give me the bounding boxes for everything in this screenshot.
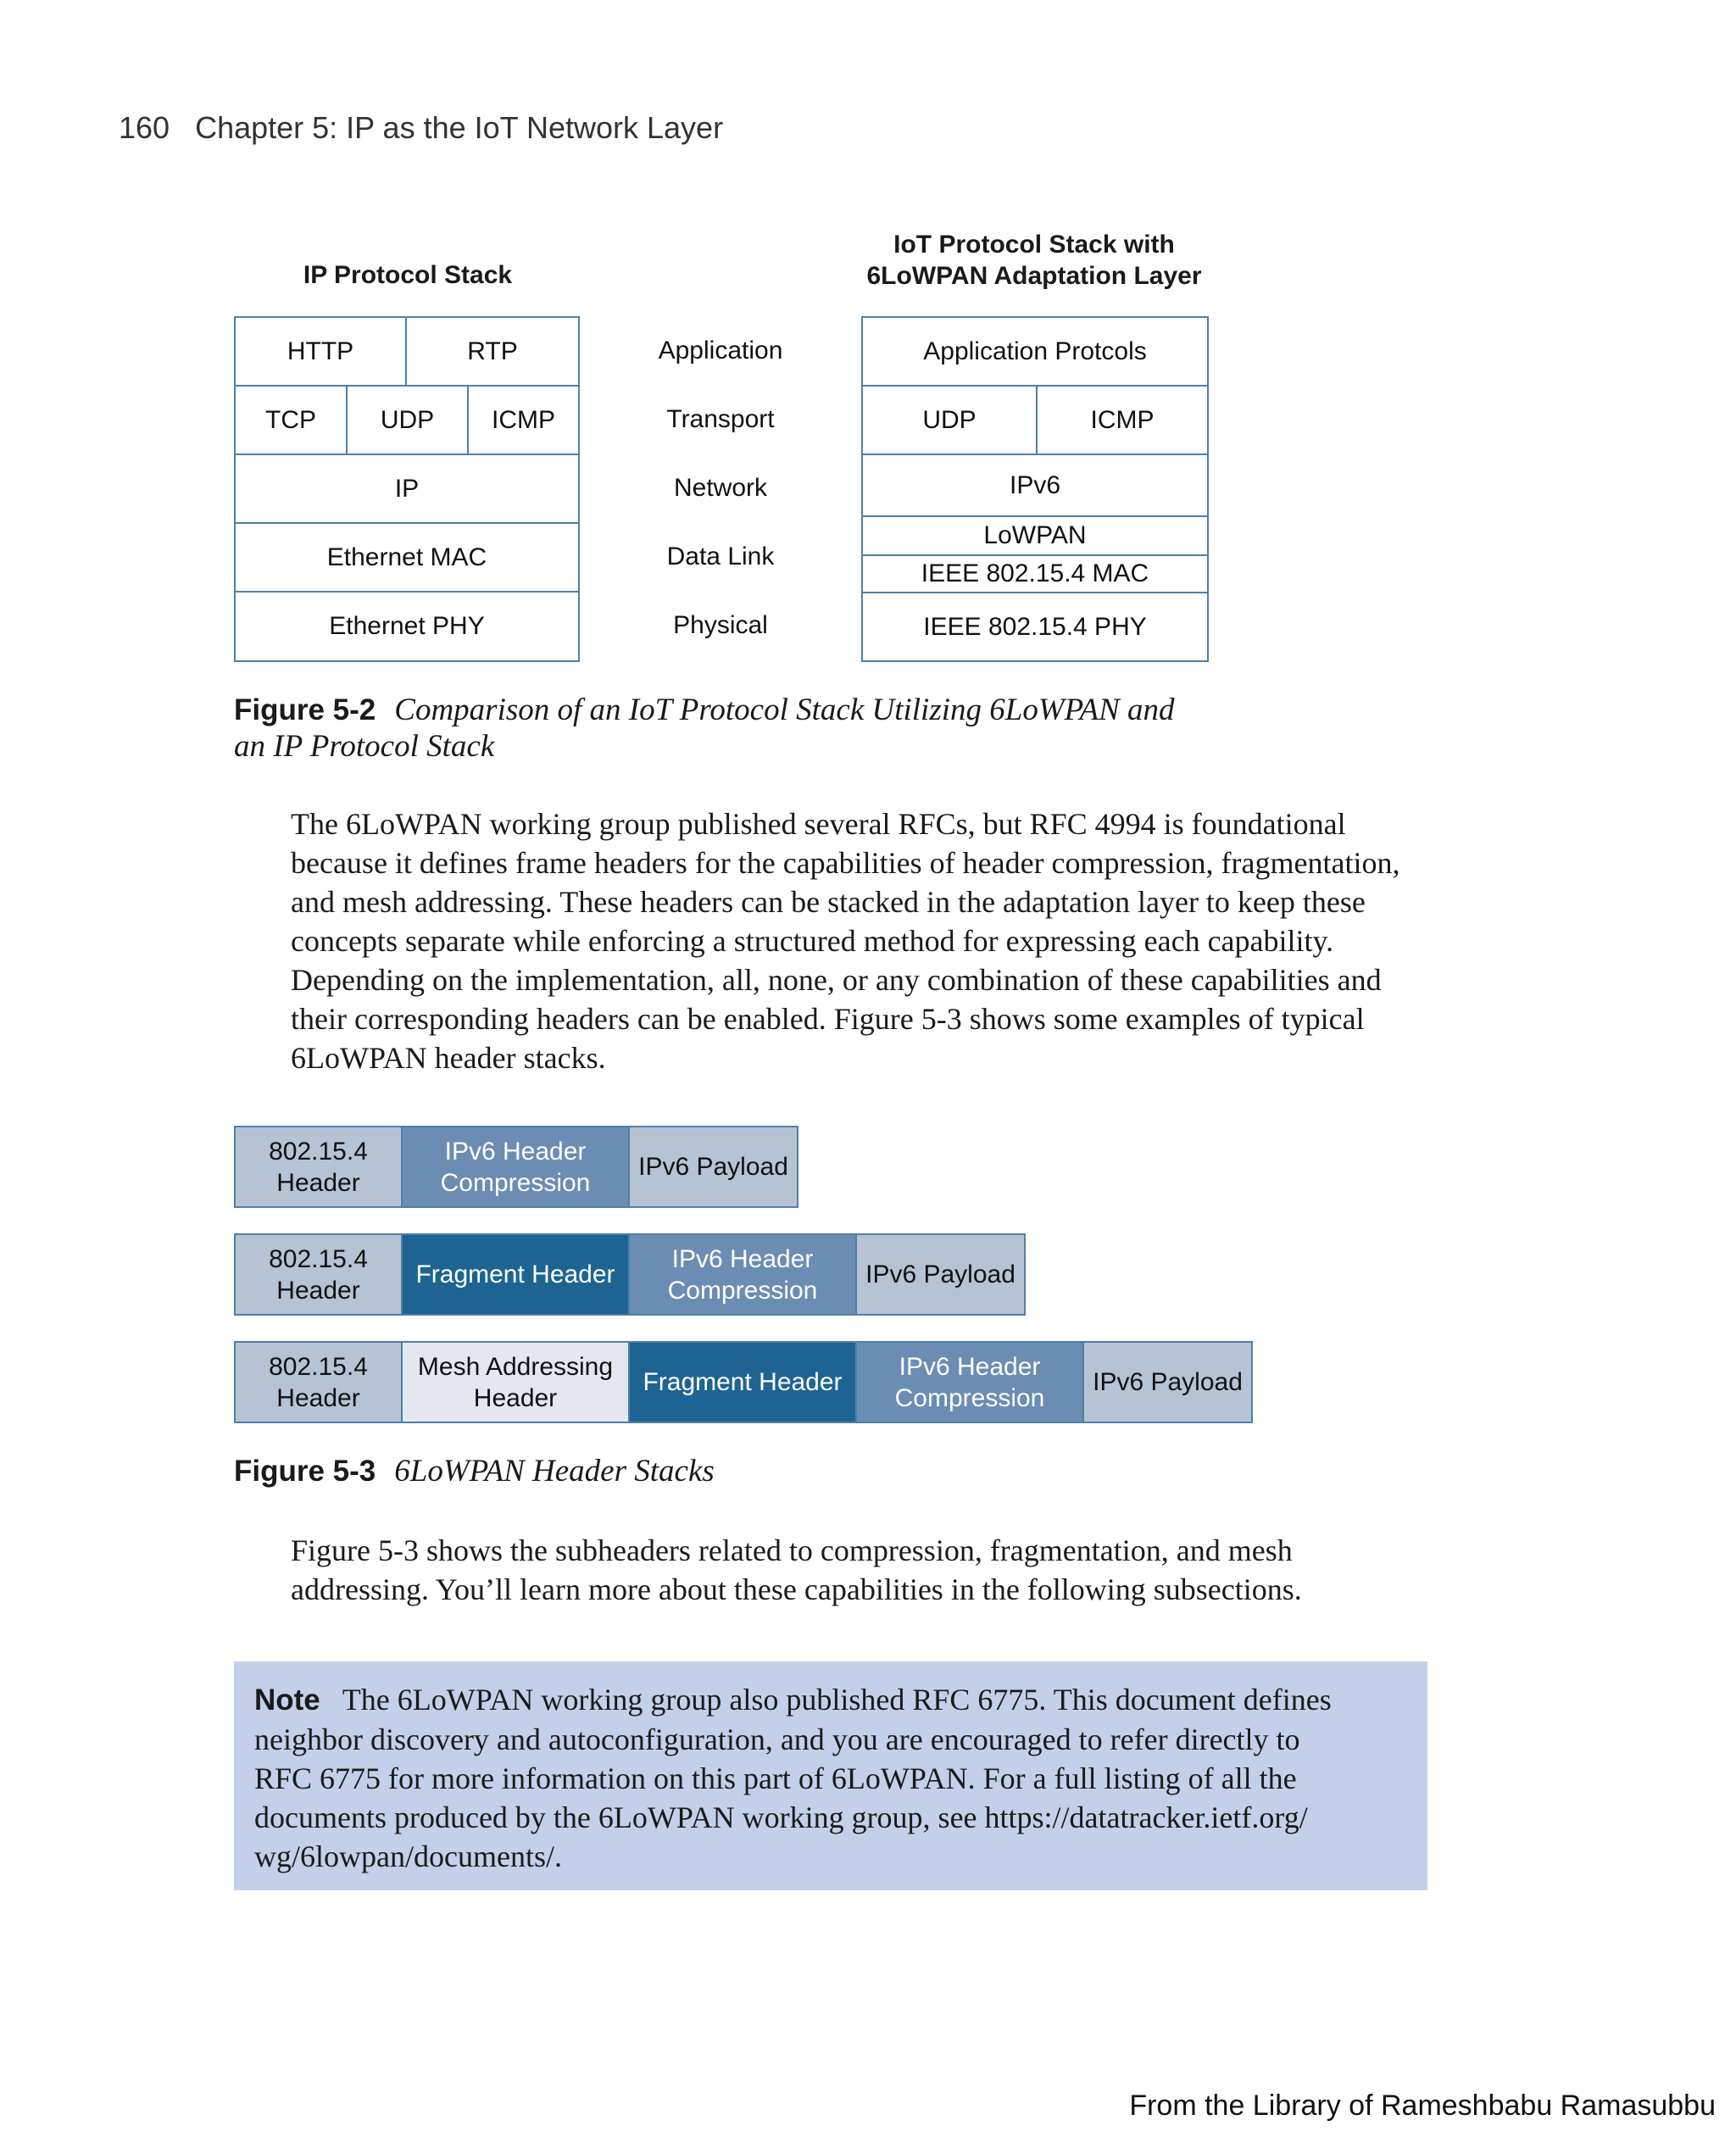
library-footer: From the Library of Rameshbabu Ramasubbu: [1129, 2090, 1716, 2122]
body-paragraph-1: The 6LoWPAN working group published several RFCs, but RFC 4994 is foundational because it defines frame headers for the capabilities of header compression, fragmentation, and mesh addressing. These headers can be stacked in the adaptation layer to keep these concepts separate while enforcing a structured method for expressing each capability. Depending on the implementation, all, none, or any combination of these capabilities and their corresponding headers can be enabled. Figure 5-3 shows some examples of typical 6LoWPAN header stacks.: [291, 807, 1400, 1075]
iot-stack-ipv6: IPv6: [861, 454, 1209, 517]
figure-5-3-label: Figure 5-3: [234, 1455, 376, 1488]
figure-5-2-label: Figure 5-2: [234, 693, 376, 726]
layer-physical: Physical: [673, 611, 768, 639]
iot-stack-application: Application Protcols: [861, 316, 1209, 387]
chapter-title: Chapter 5: IP as the IoT Network Layer: [195, 110, 724, 145]
row2-802154-header: 802.15.4 Header: [234, 1233, 403, 1316]
iot-stack-lowpan: LoWPAN: [861, 515, 1209, 556]
ip-stack-http: HTTP: [234, 316, 407, 387]
row3-802154-header: 802.15.4 Header: [234, 1341, 403, 1423]
row1-802154-header: 802.15.4 Header: [234, 1126, 403, 1208]
ip-stack-udp: UDP: [346, 385, 469, 455]
iot-stack-icmp: ICMP: [1036, 385, 1209, 455]
figure-5-3-caption: Figure 5-3 6LoWPAN Header Stacks: [234, 1454, 715, 1489]
ip-stack-icmp: ICMP: [467, 385, 580, 455]
ip-stack-tcp: TCP: [234, 385, 348, 455]
figure-5-2-caption: Figure 5-2 Comparison of an IoT Protocol Stack Utilizing 6LoWPAN and an IP Protocol Stack: [234, 693, 1175, 764]
row3-fragment-header: Fragment Header: [628, 1341, 857, 1423]
ip-stack-rtp: RTP: [405, 316, 580, 387]
iot-stack-ieee-phy: IEEE 802.15.4 PHY: [861, 592, 1209, 662]
body-paragraph-2: Figure 5-3 shows the subheaders related to compression, fragmentation, and mesh addressing. You’ll learn more about these capabilities in the following subsections.: [291, 1533, 1302, 1606]
layer-data-link: Data Link: [666, 543, 775, 570]
ip-stack-ip: IP: [234, 454, 580, 524]
row1-ipv6-payload: IPv6 Payload: [628, 1126, 798, 1208]
running-header: [119, 110, 723, 146]
row3-mesh-addressing-header: Mesh Addressing Header: [401, 1341, 630, 1423]
row3-ipv6-payload: IPv6 Payload: [1082, 1341, 1253, 1423]
layer-transport: Transport: [666, 405, 775, 433]
row2-ipv6-payload: IPv6 Payload: [855, 1233, 1026, 1316]
iot-stack-ieee-mac: IEEE 802.15.4 MAC: [861, 554, 1209, 593]
page-number: 160: [119, 110, 170, 145]
layer-network: Network: [673, 474, 768, 502]
ip-stack-title: IP Protocol Stack: [303, 261, 513, 289]
iot-stack-title: IoT Protocol Stack with 6LoWPAN Adaptation Layer: [866, 231, 1202, 290]
note-label: Note: [254, 1683, 320, 1717]
ip-stack-ethernet-mac: Ethernet MAC: [234, 522, 580, 593]
note-box: Note The 6LoWPAN working group also published RFC 6775. This document defines neighbor discovery and autoconfiguration, and you are encouraged to refer directly to RFC 6775 for more information on this part of 6LoWPAN. For a full listing of all the documents produced by the 6LoWPAN working group, see https://datatracker.ietf.org/ wg/6lowpan/documents/.: [234, 1661, 1427, 1890]
row3-ipv6-header-compression: IPv6 Header Compression: [855, 1341, 1084, 1423]
ip-stack-ethernet-phy: Ethernet PHY: [234, 591, 580, 662]
row2-fragment-header: Fragment Header: [401, 1233, 630, 1316]
row2-ipv6-header-compression: IPv6 Header Compression: [628, 1233, 857, 1316]
layer-application: Application: [658, 337, 783, 364]
iot-stack-udp: UDP: [861, 385, 1038, 455]
row1-ipv6-header-compression: IPv6 Header Compression: [401, 1126, 630, 1208]
